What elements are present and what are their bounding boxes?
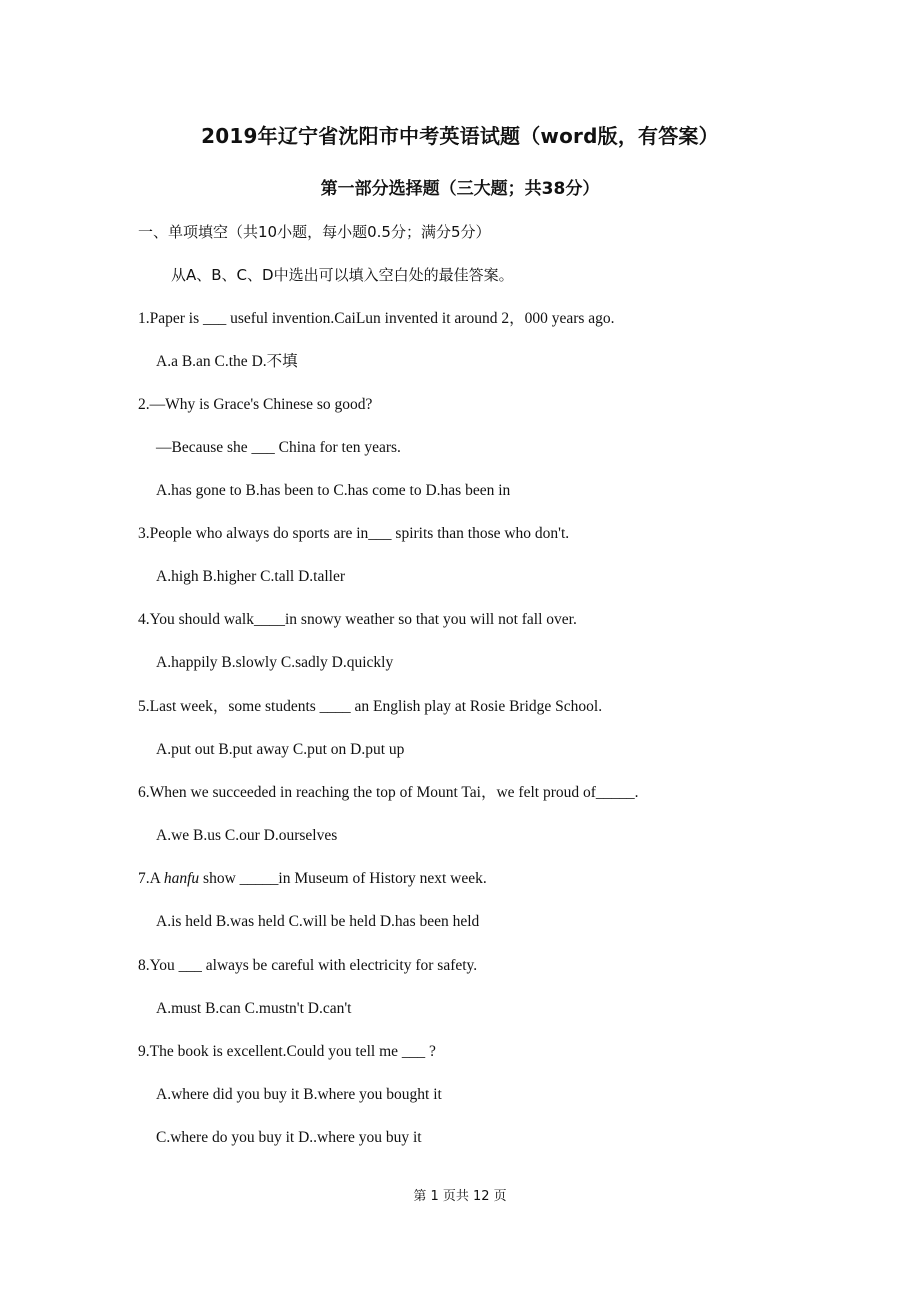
question-1-options: A.a B.an C.the D.不填 (156, 353, 298, 370)
question-7-stem-start: 7.A (138, 870, 164, 887)
question-7-stem-end: show _____in Museum of History next week. (199, 870, 487, 887)
question-4-options: A.happily B.slowly C.sadly D.quickly (156, 654, 394, 671)
question-7-italic-word: hanfu (163, 870, 200, 887)
question-5-stem: 5.Last week，some students ____ an English play at Rosie Bridge School. (138, 698, 603, 715)
question-9-options: A.where did you buy it B.where you bought it (156, 1086, 442, 1103)
section-heading: 一、单项填空（共10小题，每小题0.5分；满分5分） (138, 223, 491, 241)
question-4-stem: 4.You should walk____in snowy weather so that you will not fall over. (138, 611, 577, 628)
page-footer: 第 1 页共 12 页 (413, 1189, 507, 1204)
question-9-stem: 9.The book is excellent.Could you tell me ___ ? (138, 1043, 436, 1060)
instruction-text: 从A、B、C、D中选出可以填入空白处的最佳答案。 (171, 266, 514, 284)
question-6-options: A.we B.us C.our D.ourselves (156, 827, 338, 844)
question-2-stem: 2.—Why is Grace's Chinese so good? (138, 396, 373, 413)
question-8-stem: 8.You ___ always be careful with electricity for safety. (138, 957, 478, 974)
part-title: 第一部分选择题（三大题；共38分） (320, 179, 600, 199)
question-2-reply: —Because she ___ China for ten years. (156, 439, 401, 456)
question-6-stem: 6.When we succeeded in reaching the top of Mount Tai，we felt proud of_____. (138, 784, 639, 801)
document-title: 2019年辽宁省沈阳市中考英语试题（word版，有答案） (201, 124, 719, 148)
question-1-stem: 1.Paper is ___ useful invention.CaiLun invented it around 2，000 years ago. (138, 310, 615, 327)
question-7-stem (138, 868, 487, 890)
question-3-options: A.high B.higher C.tall D.taller (156, 568, 345, 585)
question-9-options-2: C.where do you buy it D..where you buy it (156, 1129, 422, 1146)
question-3-stem: 3.People who always do sports are in___ spirits than those who don't. (138, 525, 570, 542)
question-5-options: A.put out B.put away C.put on D.put up (156, 741, 405, 758)
question-2-options: A.has gone to B.has been to C.has come to D.has been in (156, 482, 511, 499)
question-8-options: A.must B.can C.mustn't D.can't (156, 1000, 352, 1017)
question-7-options: A.is held B.was held C.will be held D.has been held (156, 913, 480, 930)
